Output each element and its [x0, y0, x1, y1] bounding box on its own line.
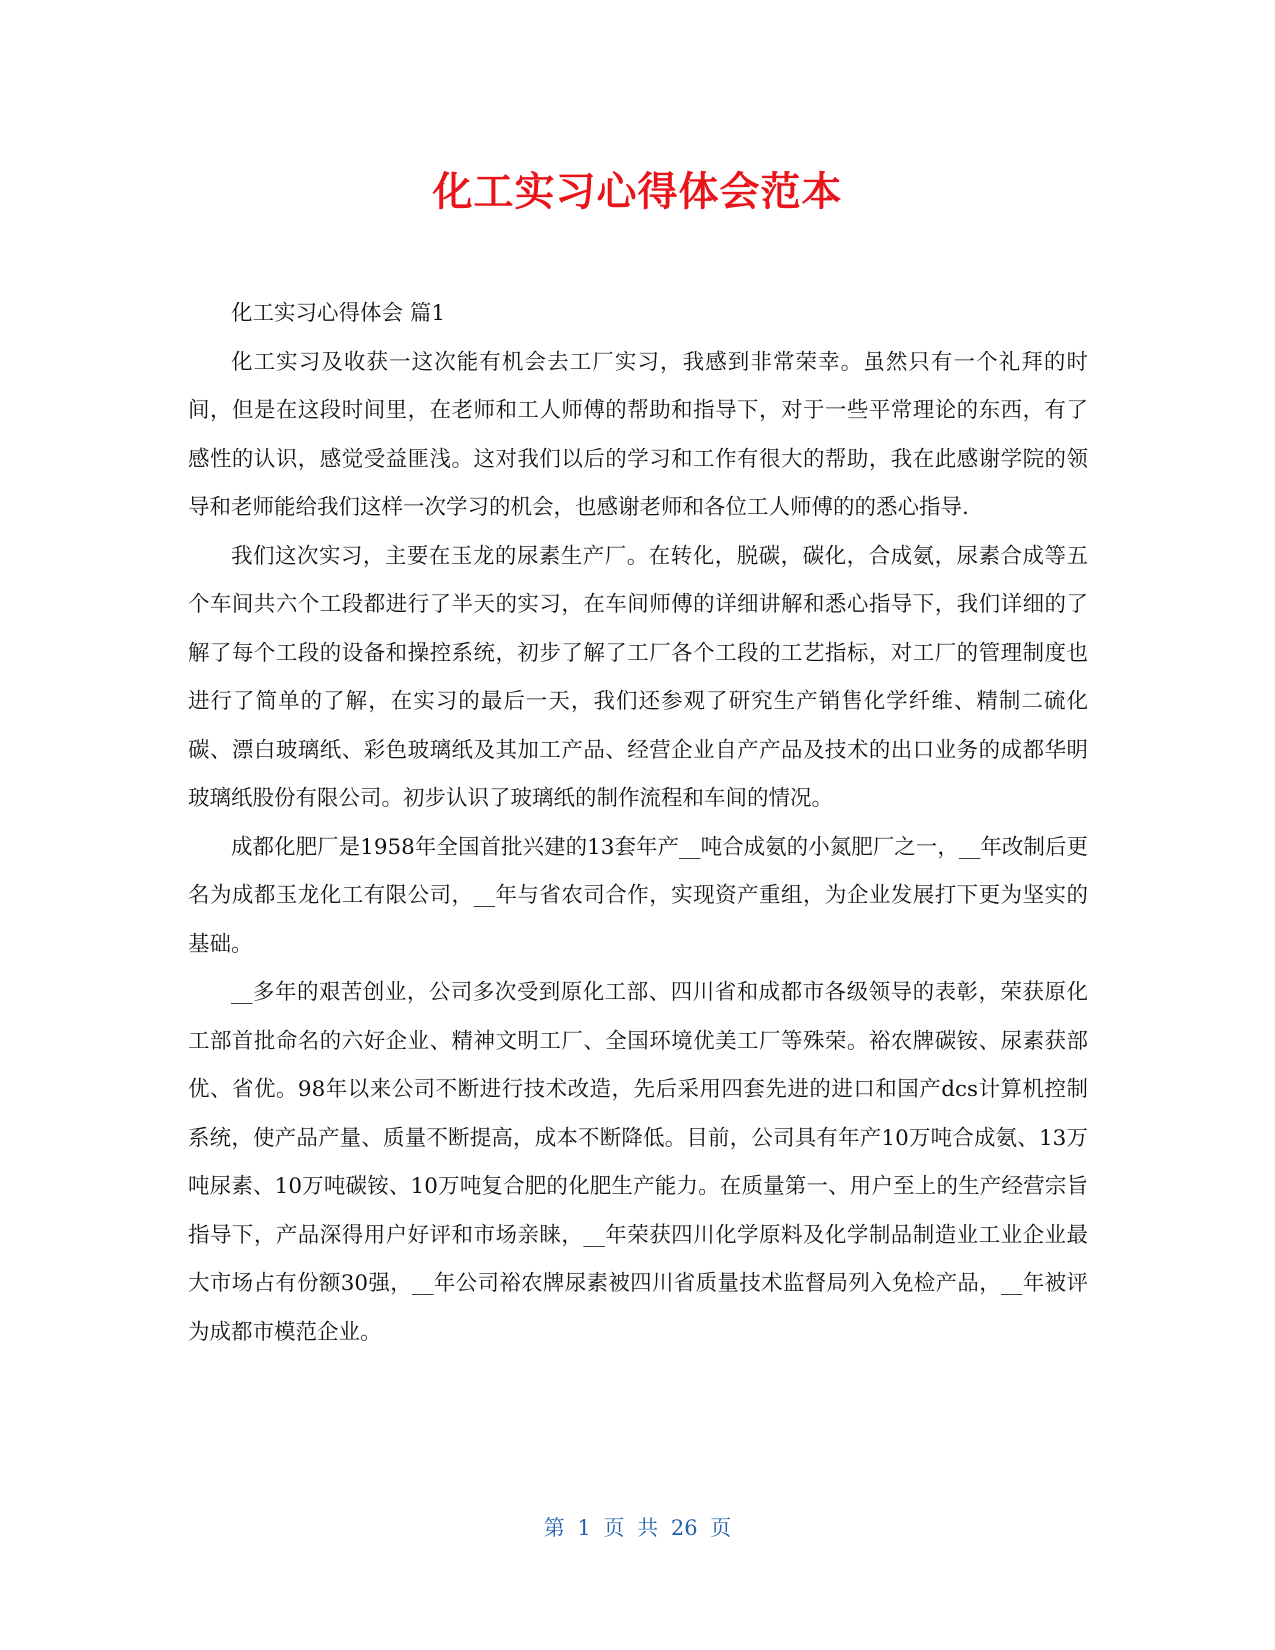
document-body — [188, 290, 1088, 1357]
paragraph: 我们这次实习，主要在玉龙的尿素生产厂。在转化，脱碳，碳化，合成氨，尿素合成等五个车间共六个工段都进行了半天的实习，在车间师傅的详细讲解和悉心指导下，我们详细的了解了每个工段的设备和操控系统，初步了解了工厂各个工段的工艺指标，对工厂的管理制度也进行了简单的了解，在实习的最后一天，我们还参观了研究生产销售化学纤维、精制二硫化碳、漂白玻璃纸、彩色玻璃纸及其加工产品、经营企业自产产品及技术的出口业务的成都华明玻璃纸股份有限公司。初步认识了玻璃纸的制作流程和车间的情况。 — [188, 543, 1088, 811]
section-heading: 化工实习心得体会 篇1 — [231, 301, 446, 326]
paragraph: 成都化肥厂是1958年全国首批兴建的13套年产__吨合成氨的小氮肥厂之一，__年改制后更名为成都玉龙化工有限公司，__年与省农司合作，实现资产重组，为企业发展打下更为坚实的基础。 — [188, 834, 1088, 957]
page-number-footer: 第 1 页 共 26 页 — [543, 1516, 732, 1540]
document-title: 化工实习心得体会范本 — [432, 169, 843, 215]
paragraph: __多年的艰苦创业，公司多次受到原化工部、四川省和成都市各级领导的表彰，荣获原化工部首批命名的六好企业、精神文明工厂、全国环境优美工厂等殊荣。裕农牌碳铵、尿素获部优、省优。98年以来公司不断进行技术改造，先后采用四套先进的进口和国产dcs计算机控制系统，使产品产量、质量不断提高，成本不断降低。目前，公司具有年产10万吨合成氨、13万吨尿素、10万吨碳铵、10万吨复合肥的化肥生产能力。在质量第一、用户至上的生产经营宗旨指导下，产品深得用户好评和市场亲睐，__年荣获四川化学原料及化学制品制造业工业企业最大市场占有份额30强，__年公司裕农牌尿素被四川省质量技术监督局列入免检产品，__年被评为成都市模范企业。 — [188, 980, 1088, 1345]
paragraph: 化工实习及收获一这次能有机会去工厂实习，我感到非常荣幸。虽然只有一个礼拜的时间，但是在这段时间里，在老师和工人师傅的帮助和指导下，对于一些平常理论的东西，有了感性的认识，感觉受益匪浅。这对我们以后的学习和工作有很大的帮助，我在此感谢学院的领导和老师能给我们这样一次学习的机会，也感谢老师和各位工人师傅的的悉心指导. — [188, 349, 1088, 520]
